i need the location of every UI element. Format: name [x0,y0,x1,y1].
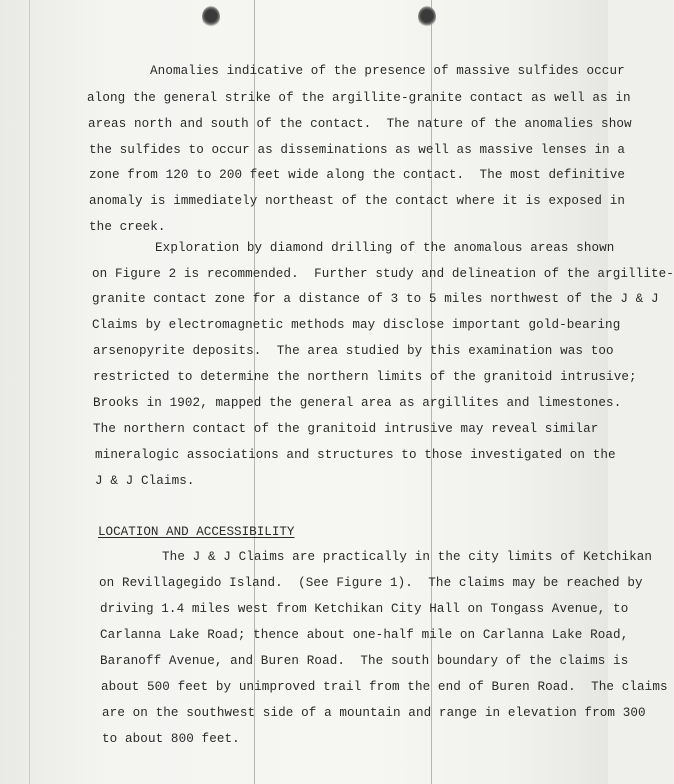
text-line: areas north and south of the contact. The nature of the anomalies show [88,117,632,131]
text-line: to about 800 feet. [102,732,240,746]
text-line: granite contact zone for a distance of 3 to 5 miles northwest of the J & J [92,292,659,306]
text-line: Carlanna Lake Road; thence about one-half mile on Carlanna Lake Road, [100,628,629,642]
text-line: Baranoff Avenue, and Buren Road. The south boundary of the claims is [100,654,629,668]
section-heading: LOCATION AND ACCESSIBILITY [98,525,295,539]
text-line: mineralogic associations and structures to those investigated on the [95,448,616,462]
text-line: The northern contact of the granitoid intrusive may reveal similar [93,422,599,436]
text-line: the sulfides to occur as disseminations as well as massive lenses in a [89,143,626,157]
text-line: Anomalies indicative of the presence of massive sulfides occur [150,64,625,78]
binding-hole-icon [418,6,436,28]
text-line: on Figure 2 is recommended. Further study and delineation of the argillite- [92,267,674,281]
text-line: about 500 feet by unimproved trail from the end of Buren Road. The claims [101,680,668,694]
text-line: J & J Claims. [95,474,195,488]
text-line: The J & J Claims are practically in the city limits of Ketchikan [162,550,653,564]
text-line: Claims by electromagnetic methods may disclose important gold-bearing [92,318,621,332]
text-line: zone from 120 to 200 feet wide along the contact. The most definitive [89,168,626,182]
text-line: are on the southwest side of a mountain and range in elevation from 300 [102,706,646,720]
text-line: Brooks in 1902, mapped the general area as argillites and limestones. [93,396,622,410]
text-line: on Revillagegido Island. (See Figure 1). The claims may be reached by [99,576,643,590]
text-line: anomaly is immediately northeast of the contact where it is exposed in [89,194,626,208]
binding-hole-icon [202,6,220,28]
scan-edge-line [29,0,30,784]
text-line: driving 1.4 miles west from Ketchikan City Hall on Tongass Avenue, to [100,602,629,616]
text-line: arsenopyrite deposits. The area studied by this examination was too [93,344,614,358]
text-line: the creek. [89,220,166,234]
text-line: restricted to determine the northern limits of the granitoid intrusive; [93,370,637,384]
text-line: Exploration by diamond drilling of the anomalous areas shown [155,241,615,255]
text-line: along the general strike of the argillite-granite contact as well as in [87,91,631,105]
